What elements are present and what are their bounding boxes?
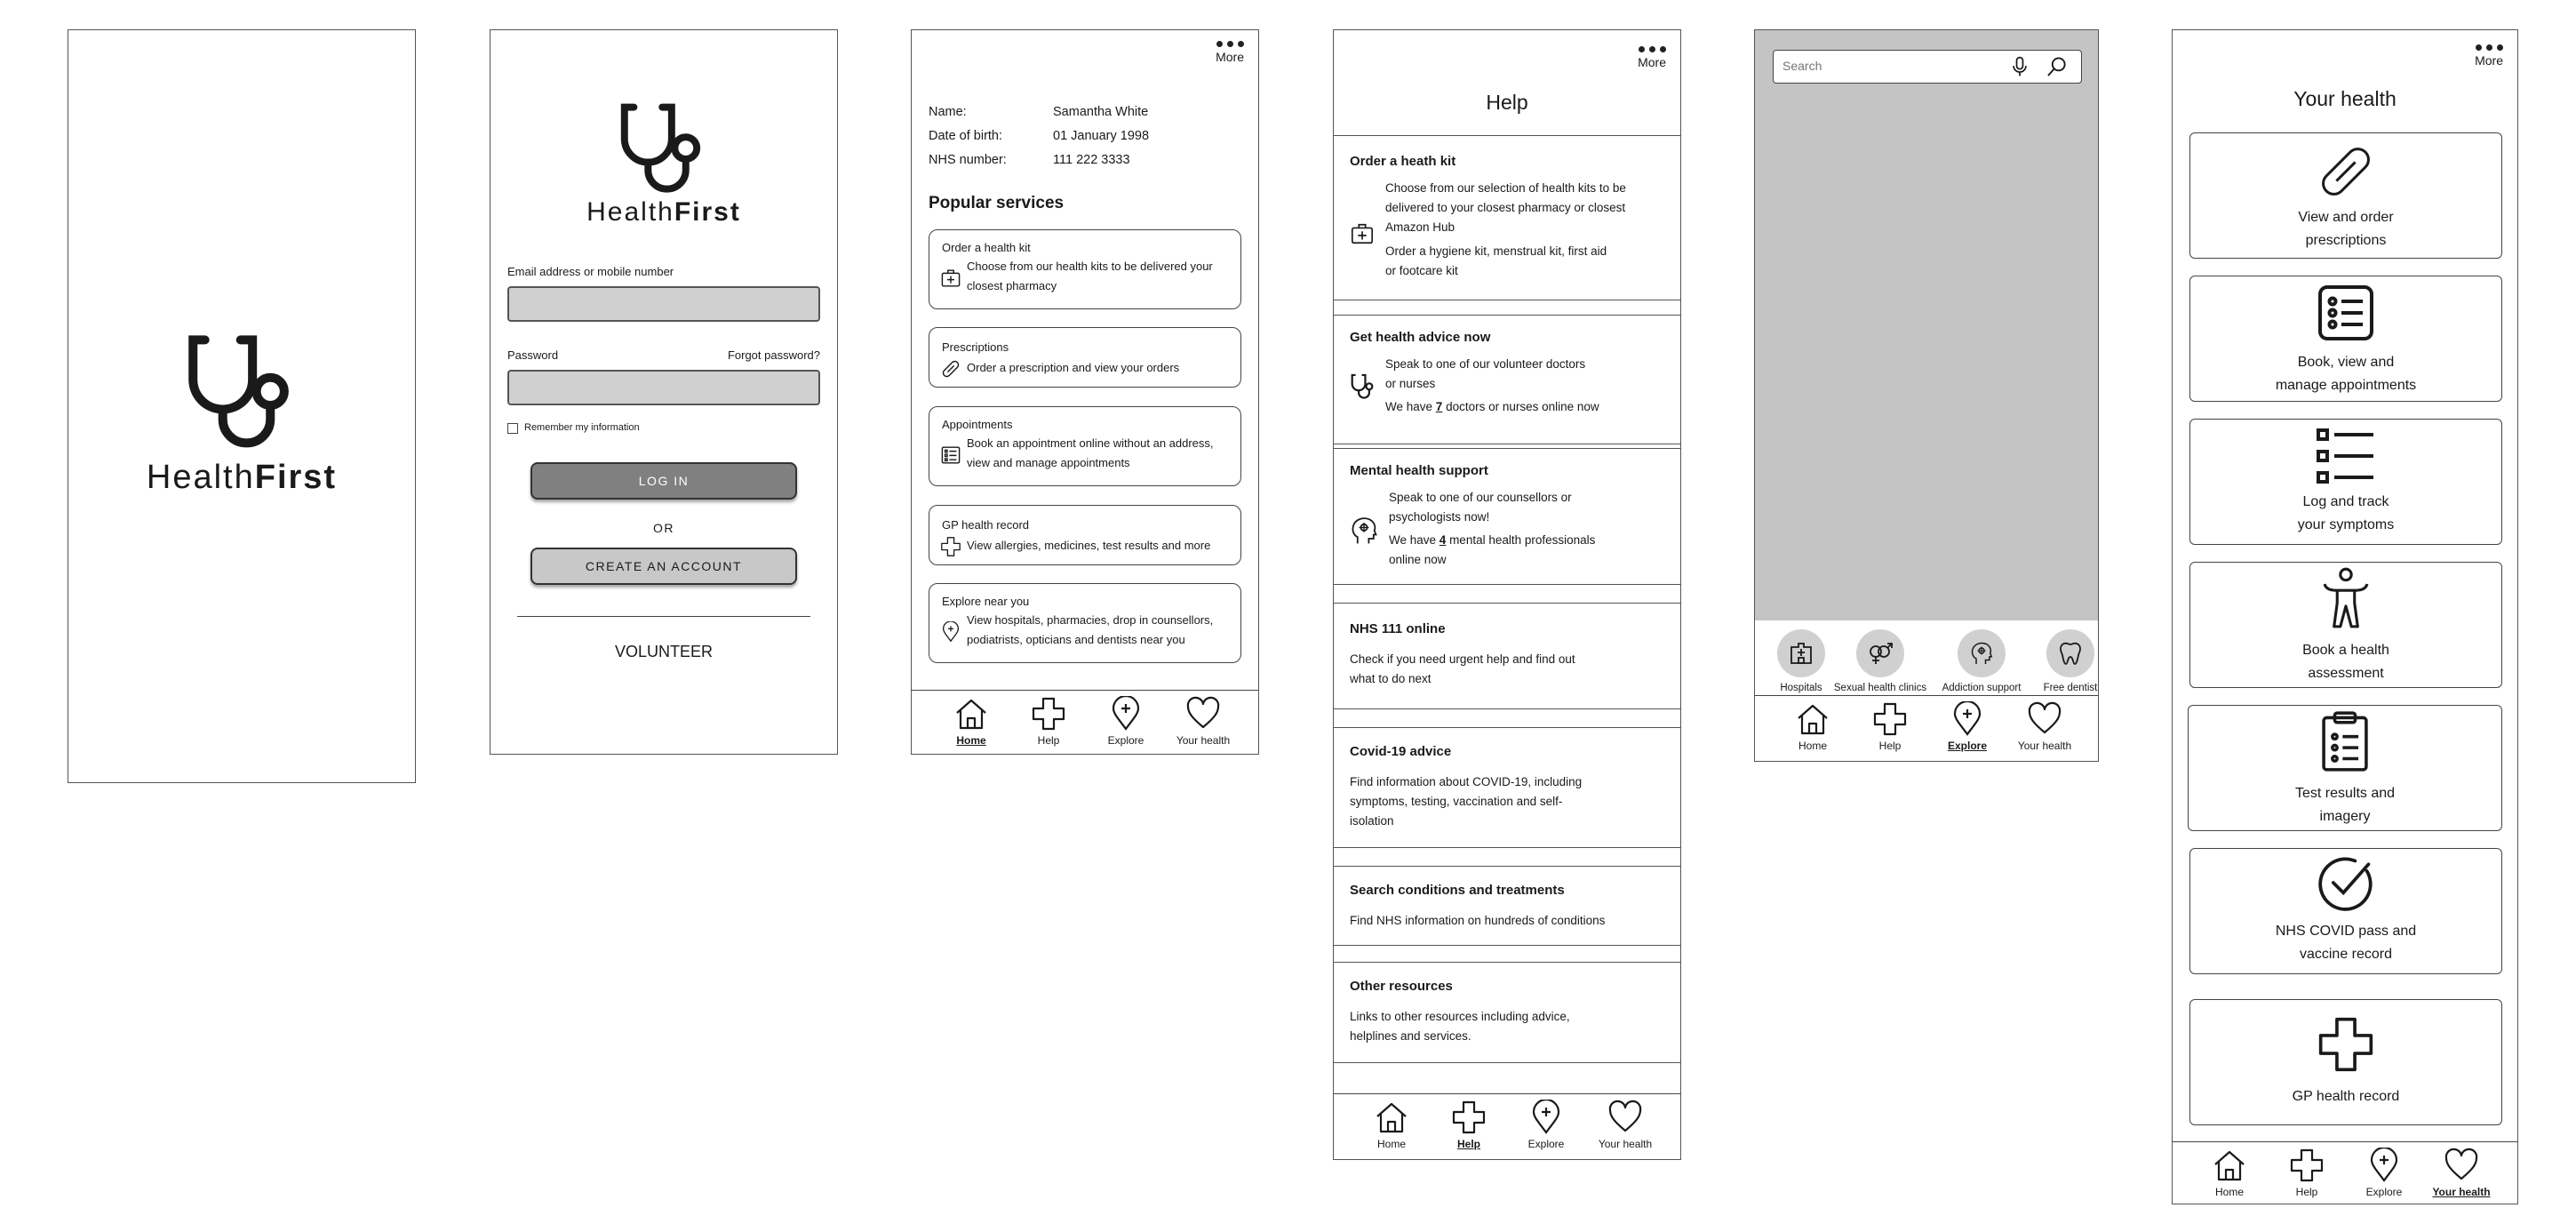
nav-home[interactable]: Home [1773,701,1853,752]
service-card-appointments[interactable] [929,406,1241,486]
stethoscope-icon [1350,372,1376,401]
forgot-password-link[interactable]: Forgot password? [727,348,820,362]
arrow-right-icon [1636,548,1663,570]
heart-icon [1607,1100,1643,1135]
service-card-prescriptions[interactable] [929,327,1241,388]
person-icon [2318,566,2373,630]
tooth-icon [2046,629,2094,677]
email-field[interactable] [507,286,820,322]
card-prescriptions[interactable]: View and order prescriptions [2189,132,2502,259]
mental-health-head-icon [1958,629,2006,677]
nav-help[interactable]: Help [2267,1148,2347,1198]
service-title: GP health record [942,518,1030,532]
arrow-right-icon [1636,1028,1663,1050]
nav-explore[interactable]: Explore [1086,696,1166,747]
email-label: Email address or mobile number [507,265,674,278]
more-menu-button[interactable]: More [1638,46,1666,69]
mental-health-head-icon [1348,515,1380,547]
more-dots-icon [1216,41,1244,47]
category-free-dentist[interactable]: Free dentist [2022,629,2098,693]
service-card-gp-record[interactable] [929,505,1241,565]
home-icon [1795,701,1830,737]
clipboard-icon [2317,709,2373,773]
category-sexual-health[interactable]: Sexual health clinics [1831,629,1929,693]
brand-name: HealthFirst [586,197,741,227]
location-pin-icon [940,621,961,643]
arrow-right-icon [1636,671,1663,692]
list-icon [940,444,961,466]
help-screen [1333,29,1681,1160]
nav-home[interactable]: Home [1352,1100,1432,1150]
search-icon[interactable] [2046,55,2069,78]
bottom-nav [1334,1093,1680,1159]
stethoscope-logo-icon [616,98,712,200]
page-title: Your health [2293,87,2397,110]
arrow-right-icon [1636,911,1663,932]
bottom-nav [1755,695,2098,761]
password-label: Password [507,348,559,362]
service-title: Order a health kit [942,241,1031,254]
help-section-mental-health[interactable]: Mental health support Speak to one of our counsellors or psychologists now! We have 4 mental health professionals online now [1334,448,1680,585]
home-icon [1374,1100,1409,1135]
checkmark-icon [2317,854,2375,913]
heart-icon [2027,701,2062,737]
location-pin-icon [2366,1148,2402,1183]
pill-icon [2315,140,2377,203]
nav-explore[interactable]: Explore [2344,1148,2424,1198]
nav-your-health[interactable]: Your health [2421,1148,2501,1198]
service-title: Explore near you [942,595,1030,608]
location-pin-icon [1950,701,1985,737]
nav-your-health[interactable]: Your health [1163,696,1243,747]
first-aid-kit-icon [940,268,961,289]
password-field[interactable] [507,370,820,405]
bottom-nav [2173,1141,2517,1204]
help-section-health-kit[interactable]: Order a heath kit Choose from our selection of health kits to be delivered to your closest pharmacy or closest Amazon Hub Order a hygiene kit, menstrual kit, first aid or footcare kit [1334,135,1680,300]
card-appointments[interactable]: Book, view and manage appointments [2189,276,2502,402]
nav-help[interactable]: Help [1429,1100,1509,1150]
home-screen [911,29,1259,755]
search-input[interactable] [1782,56,2005,76]
location-pin-icon [1528,1100,1564,1135]
arrow-right-icon [1636,812,1663,833]
cross-icon [940,536,961,557]
login-button[interactable]: LOG IN [530,462,797,500]
service-title: Appointments [942,418,1013,431]
appointments-list-icon [2315,282,2377,344]
nav-help[interactable]: Help [1850,701,1930,752]
profile-dob-label: Date of birth: [929,129,1003,143]
category-addiction-support[interactable]: Addiction support [1933,629,2030,693]
help-section-other-resources[interactable]: Other resources Links to other resources including advice, helplines and services. [1334,962,1680,1063]
category-strip [1755,620,2098,697]
service-title: Prescriptions [942,340,1009,354]
heart-icon [2444,1148,2479,1183]
nav-your-health[interactable]: Your health [2005,701,2085,752]
card-test-results[interactable]: Test results and imagery [2188,705,2502,831]
category-hospitals[interactable]: Hospitals [1755,629,1850,693]
stethoscope-logo-icon [182,328,303,457]
cross-icon [2317,1016,2374,1073]
professionals-online-count: 4 [1439,533,1447,547]
cross-icon [1451,1100,1487,1135]
more-menu-button[interactable]: More [2475,44,2503,68]
hospital-icon [1777,629,1825,677]
service-desc: Choose from our health kits to be delivered your closest pharmacy [967,260,1213,292]
card-gp-record[interactable]: GP health record [2189,999,2502,1125]
service-desc: View hospitals, pharmacies, drop in counsellors, podiatrists, opticians and dentists near you [967,613,1214,646]
cross-icon [2289,1148,2325,1183]
nav-home[interactable]: Home [2189,1148,2269,1198]
page-title: Help [1486,91,1528,114]
nav-explore[interactable]: Explore [1506,1100,1586,1150]
service-desc: Book an appointment online without an address, view and manage appointments [967,436,1214,469]
or-separator: OR [653,521,674,535]
popular-services-title: Popular services [929,194,1065,212]
microphone-icon[interactable] [2008,55,2031,78]
cross-icon [1872,701,1908,737]
bottom-nav [912,690,1258,754]
first-aid-kit-icon [1350,221,1375,246]
your-health-screen [2172,29,2518,1204]
home-icon [953,696,989,732]
nav-home[interactable]: Home [931,696,1011,747]
remember-checkbox[interactable] [507,423,518,434]
pill-icon [940,358,961,380]
volunteer-link[interactable]: VOLUNTEER [614,643,714,660]
search-bar[interactable] [1773,50,2082,84]
splash-screen [68,29,416,783]
card-health-assessment[interactable]: Book a health assessment [2189,562,2502,688]
profile-name-value: Samantha White [1053,105,1149,119]
arrow-right-icon [1636,266,1663,287]
service-desc: View allergies, medicines, test results and more [967,539,1211,552]
gender-symbols-icon [1856,629,1904,677]
help-section-covid[interactable]: Covid-19 advice Find information about COVID-19, including symptoms, testing, vaccination and self- isolation [1334,727,1680,848]
login-screen [490,29,838,755]
bullet-list-icon [2315,425,2377,487]
help-section-advice[interactable]: Get health advice now Speak to one of our volunteer doctors or nurses We have 7 doctors or nurses online now [1334,315,1680,444]
service-card-explore[interactable] [929,583,1241,663]
help-section-nhs111[interactable]: NHS 111 online Check if you need urgent help and find out what to do next [1334,603,1680,709]
create-account-button[interactable]: CREATE AN ACCOUNT [530,548,797,585]
arrow-right-icon [1636,403,1663,424]
more-dots-icon [2475,44,2503,51]
card-symptoms[interactable]: Log and track your symptoms [2189,419,2502,545]
more-dots-icon [1638,46,1666,52]
profile-nhs-value: 111 222 3333 [1053,153,1130,167]
remember-label: Remember my information [524,422,640,433]
map-area[interactable] [1755,30,2098,620]
card-covid-pass[interactable]: NHS COVID pass and vaccine record [2189,848,2502,974]
more-menu-button[interactable]: More [1216,41,1244,64]
cross-icon [1031,696,1066,732]
nav-your-health[interactable]: Your health [1585,1100,1665,1150]
service-desc: Order a prescription and view your orders [967,361,1180,374]
brand-name: HealthFirst [146,459,338,496]
explore-screen [1754,29,2099,762]
nav-help[interactable]: Help [1009,696,1089,747]
location-pin-icon [1108,696,1144,732]
nav-explore[interactable]: Explore [1927,701,2007,752]
profile-name-label: Name: [929,105,967,119]
heart-icon [1185,696,1221,732]
help-section-search-conditions[interactable]: Search conditions and treatments Find NHS information on hundreds of conditions [1334,866,1680,946]
profile-nhs-label: NHS number: [929,153,1007,167]
profile-dob-value: 01 January 1998 [1053,129,1150,143]
doctors-online-count: 7 [1435,400,1443,413]
service-card-health-kit[interactable] [929,229,1241,309]
home-icon [2212,1148,2247,1183]
divider [517,616,810,617]
